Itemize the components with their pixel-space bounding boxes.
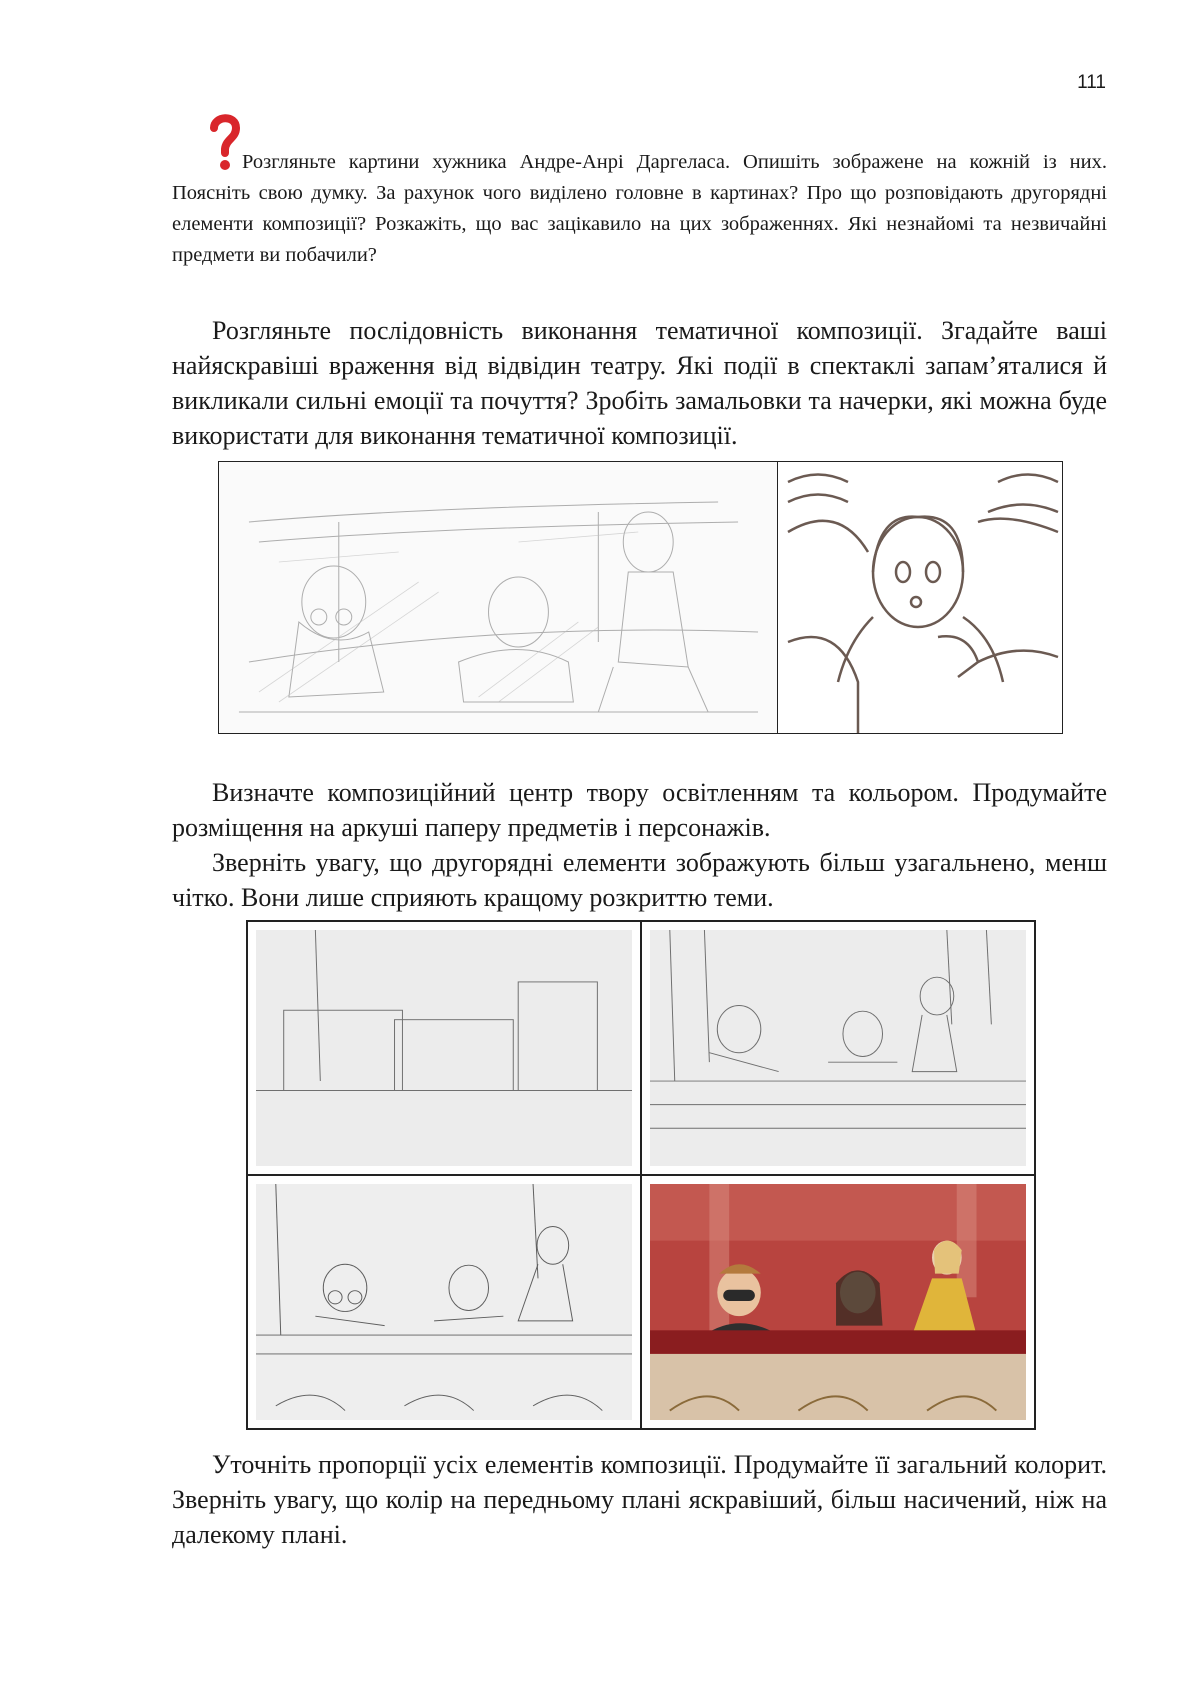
paragraph-2 [172,775,1107,845]
page-number: 111 [1077,72,1106,93]
paragraph-1-text: Розгляньте послідовність виконання тематичної композиції. Згадайте ваші найяскравіші враження від відвідин театру. Які події в спектаклі запам’яталися й викликали сильні емоції та почуття? Зробіть замальовки та начерки, які можна буде використати для виконання тематичної композиції. [172,316,1107,450]
paragraph-3 [172,845,1107,915]
paragraph-4 [172,1447,1107,1552]
step-3-detailed-sketch-image [247,1175,641,1429]
pencil-sketch-image [219,462,778,733]
sketch-figure-row [218,461,1063,734]
paragraph-1 [172,313,1107,453]
cartoon-girl-image [778,462,1062,733]
question-body: Розгляньте картини хужника Андре-Анрі Даргеласа. Опишіть зображене на кожній із них. Поясніть свою думку. За рахунок чого виділено головне в картинах? Про що розповідають другорядні елементи композиції? Розкажіть, що вас зацікавило на цих зображеннях. Які незнайомі та незвичайні предмети ви побачили? [172,151,1107,266]
step-2-outline-image [641,921,1035,1175]
question-text [172,147,1107,271]
paragraph-4-text: Уточніть пропорції усіх елементів композиції. Продумайте її загальний колорит. Зверніть увагу, що колір на передньому плані яскравіший, більш насичений, ніж на далекому плані. [172,1450,1107,1549]
paragraph-3-text: Зверніть увагу, що другорядні елементи зображують більш узагальнено, менш чітко. Вони лише сприяють кращому розкриттю теми. [172,848,1107,912]
composition-steps-grid [246,920,1036,1430]
paragraph-2-text: Визначте композиційний центр твору освітленням та кольором. Продумайте розміщення на аркуші паперу предметів і персонажів. [172,778,1107,842]
step-1-layout-image [247,921,641,1175]
step-4-color-painting-image [641,1175,1035,1429]
